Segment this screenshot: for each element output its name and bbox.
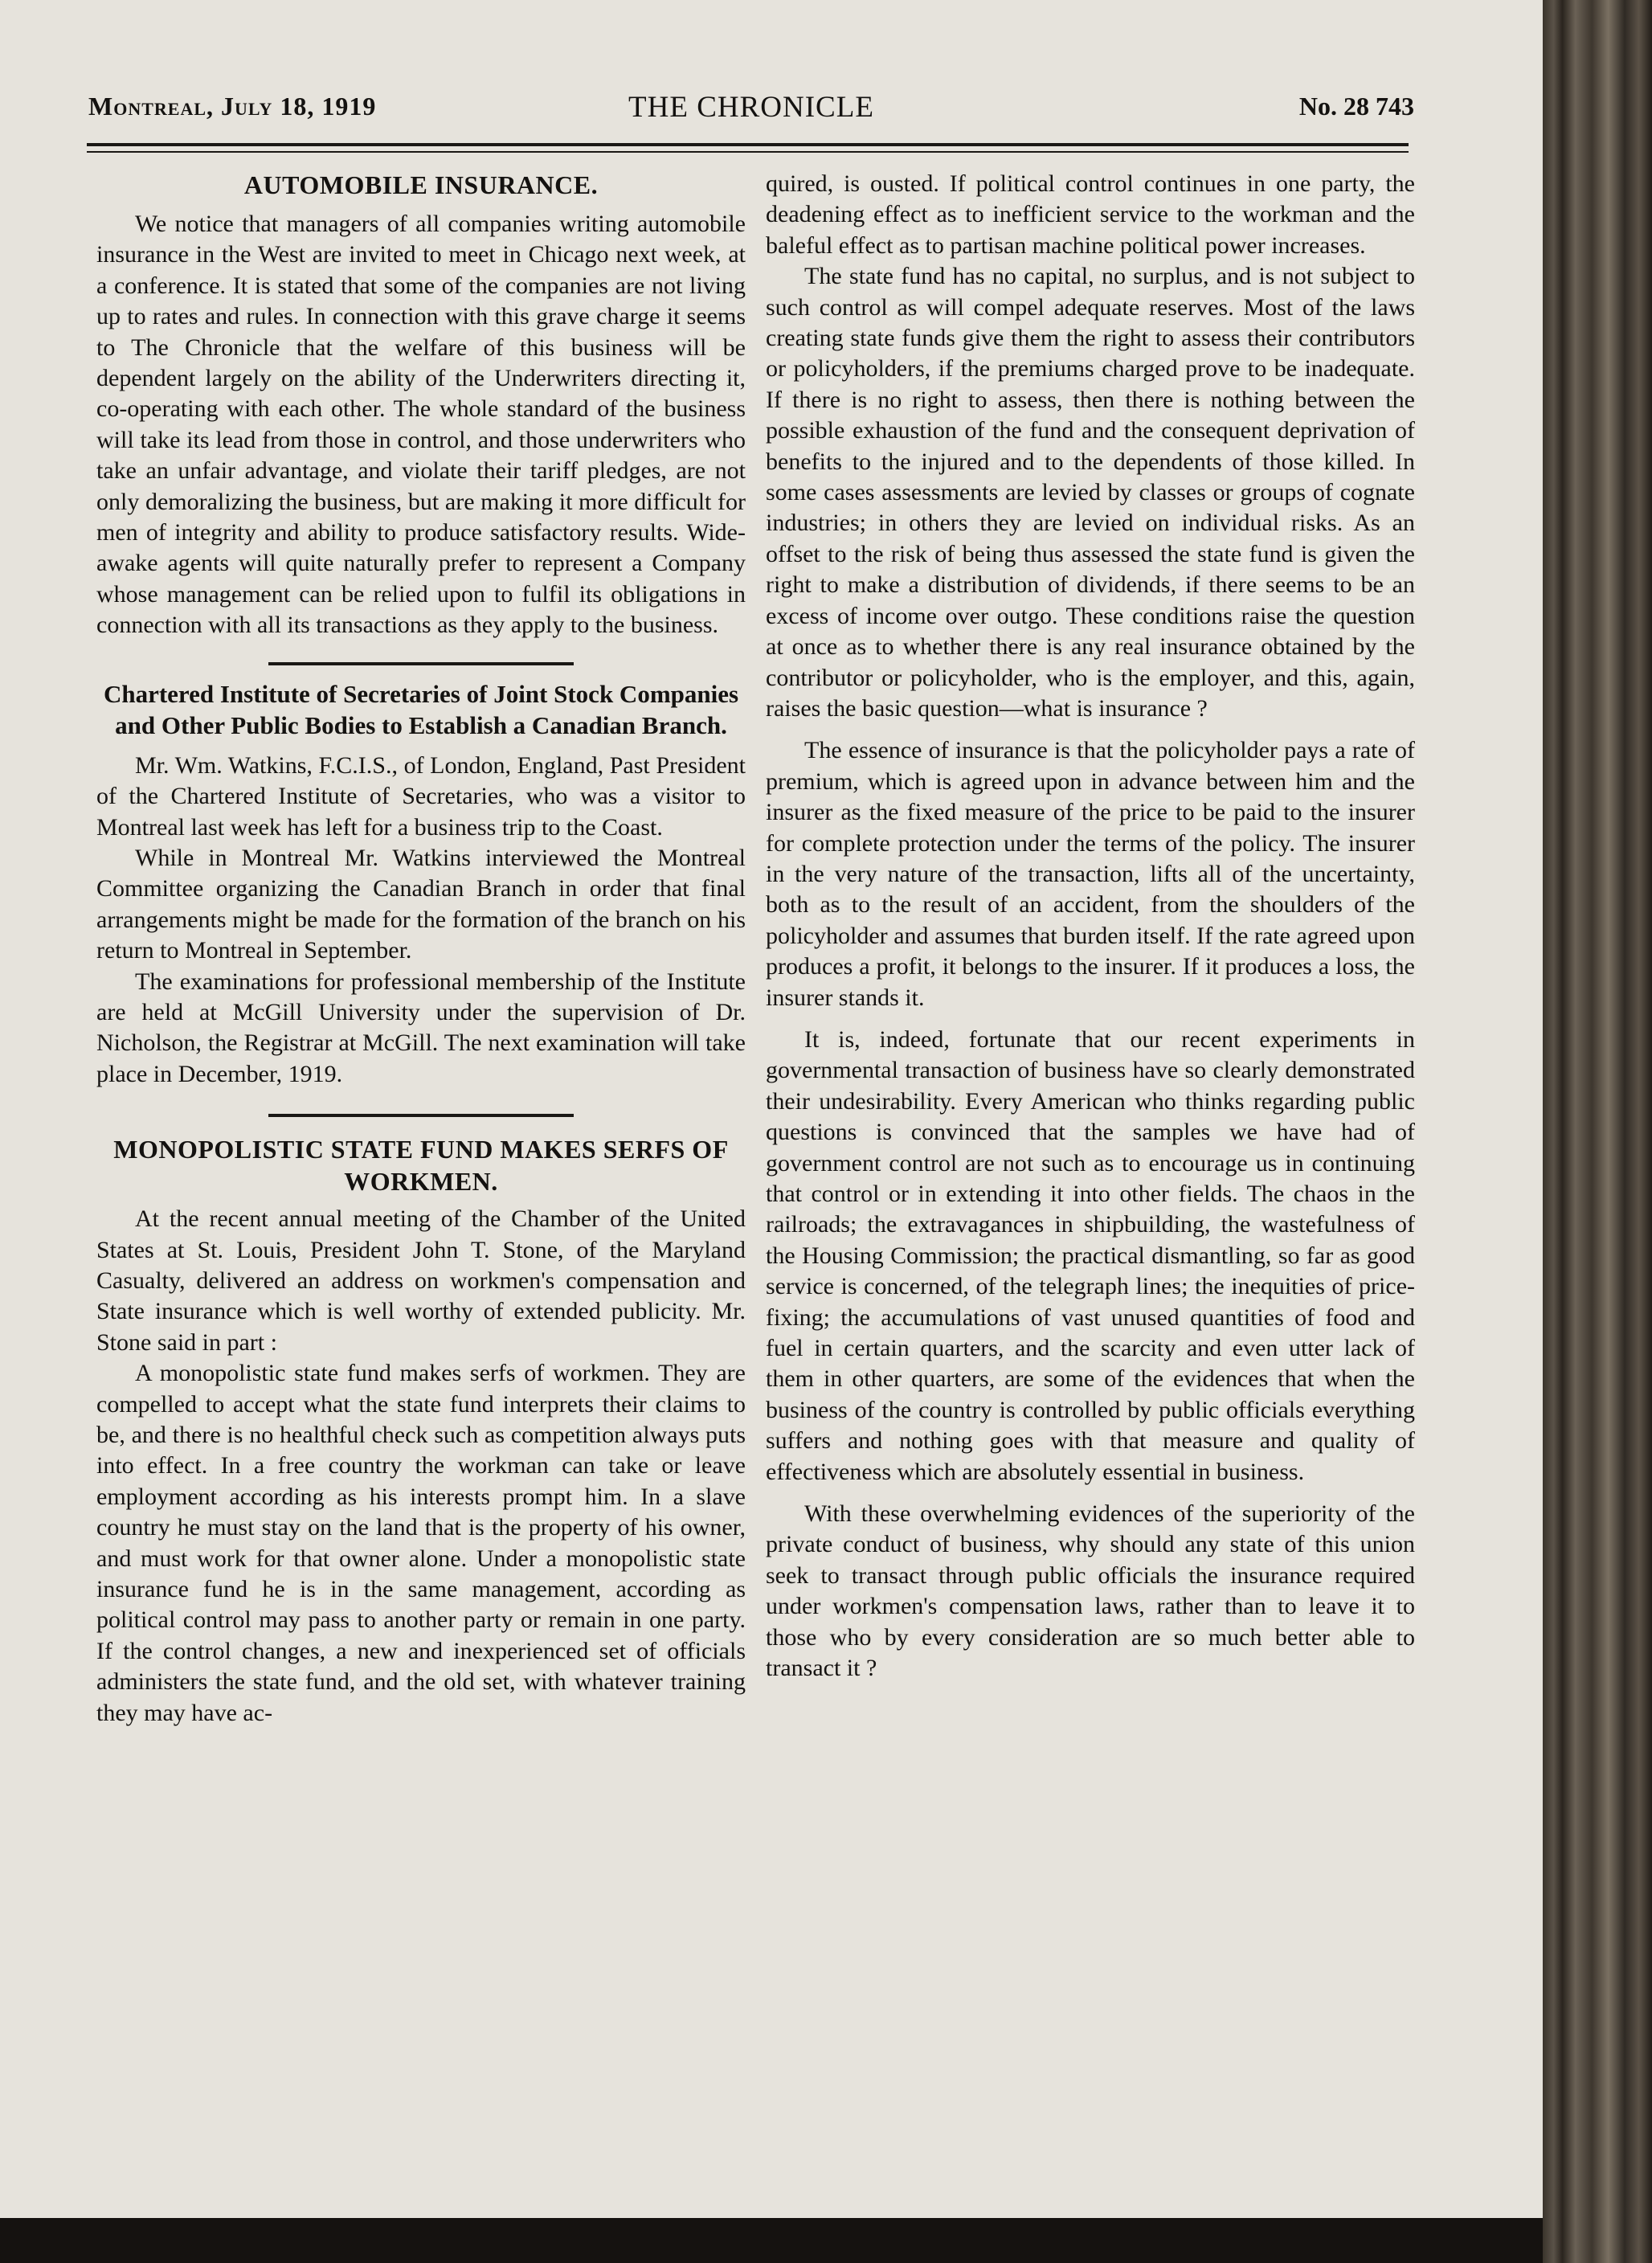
institute-paragraph: While in Montreal Mr. Watkins interviewed the Montreal Committee organizing the Canadian Branch in order that final arrangements might be made for the formation of the branch on his return to Montreal in September. bbox=[96, 844, 746, 964]
header-page-number: No. 28 743 bbox=[1298, 92, 1414, 121]
page-header bbox=[88, 87, 1414, 125]
paragraph-spacer bbox=[766, 1488, 1415, 1499]
paragraph-spacer bbox=[766, 1013, 1415, 1025]
paragraph-spacer bbox=[766, 724, 1415, 735]
state-fund-paragraph: The state fund has no capital, no surplus, and is not subject to such control as will compel adequate reserves. Most of the laws creating state funds give them the right to assess their contributors or policyholders, if the premiums charged prove to be inadequate. If there is no right to assess, then there is nothing between the possible exhaustion of the fund and the consequent deprivation of benefits to the injured and to the dependents of those killed. In some cases assessments are levied by classes or groups of cognate industries; in others they are levied on individual risks. As an offset to the risk of being thus assessed the state fund is given the right to make a distribution of dividends, if there seems to be an excess of income over outgo. These conditions raise the question at once as to whether there is any real insurance obtained by the contributor or policyholder, who is the employer, and this, again, raises the basic question—what is insurance ? bbox=[766, 263, 1415, 722]
essence-paragraph: The essence of insurance is that the policyholder pays a rate of premium, which is agreed upon in advance between him and the insurer as the fixed measure of the price to be paid to the insurer for complete protection under the terms of the policy. The insurer in the very nature of the transaction, lifts all of the uncertainty, both as to the result of an accident, from the shoulders of the policyholder and assumes that burden itself. If the rate agreed upon produces a profit, it belongs to the insurer. If it produces a loss, the insurer stands it. bbox=[766, 737, 1415, 1011]
section-divider bbox=[268, 662, 574, 665]
automobile-heading: AUTOMOBILE INSURANCE. bbox=[243, 170, 599, 199]
experiments-paragraph: It is, indeed, fortunate that our recent experiments in governmental transaction of business have so clearly demonstrated their undesirability. Every American who thinks regarding public questions is convinced that the samples we have had of government control are not such as to encourage us in continuing that control or in extending it into other fields. The chaos in the railroads; the extravagances in shipbuilding, the wastefulness of the Housing Commission; the practical dismantling, so far as good service is concerned, of the telegraph lines; the inequities of price-fixing; the accumulations of vast unused quantities of food and fuel in certain quarters, and the scarcity and even utter lack of them in other quarters, are some of the evidences that when the business of the country is controlled by public officials everything suffers and nothing goes with that measure and quality of effectiveness which are absolutely essential in business. bbox=[766, 1025, 1415, 1485]
page-bottom-shadow bbox=[0, 2218, 1543, 2263]
closing-paragraph: With these overwhelming evidences of the superiority of the private conduct of business, why should any state of this union seek to transact through public officials the insurance required under workmen's compensation laws, rather than to leave it to those who by every consideration are so much better able to transact it ? bbox=[766, 1500, 1415, 1682]
continued-paragraph: quired, is ousted. If political control continues in one party, the deadening effect as to inefficient service to the workman and the baleful effect as to partisan machine political power increases. bbox=[766, 170, 1415, 259]
institute-paragraph: Mr. Wm. Watkins, F.C.I.S., of London, England, Past President of the Chartered Institute of Secretaries, who was a visitor to Montreal last week has left for a business trip to the Coast. bbox=[96, 751, 746, 841]
automobile-paragraph: We notice that managers of all companies writing automobile insurance in the West are invited to meet in Chicago next week, at a conference. It is stated that some of the companies are not living up to rates and rules. In connection with this grave charge it seems to The Chronicle that the welfare of this business will be dependent largely on the ability of the Underwriters directing it, co-operating with each other. The whole standard of the business will take its lead from those in control, and those underwriters who take an unfair advantage, and violate their tariff pledges, are not only demoralizing the business, but are making it more difficult for men of integrity and ability to produce satisfactory results. Wide-awake agents will quite naturally prefer to represent a Company whose management can be relied upon to fulfil its obligations in connection with all its transactions as they apply to the business. bbox=[96, 211, 746, 639]
monopolistic-heading: MONOPOLISTIC STATE FUND MAKES SERFS OF WORKMEN. bbox=[113, 1135, 729, 1197]
right-column bbox=[766, 169, 1415, 1684]
institute-heading: Chartered Institute of Secretaries of Joint Stock Companies and Other Public Bodies to Establish a Canadian Branch. bbox=[103, 679, 739, 739]
monopolistic-paragraph: At the recent annual meeting of the Chamber of the United States at St. Louis, President John T. Stone, of the Maryland Casualty, delivered an address on workmen's compensation and State insurance which is well worthy of extended publicity. Mr. Stone said in part : bbox=[96, 1205, 746, 1356]
header-title: THE CHRONICLE bbox=[628, 91, 874, 124]
book-spine-edge bbox=[1543, 0, 1652, 2263]
left-column bbox=[96, 169, 746, 1729]
header-date: Montreal, July 18, 1919 bbox=[88, 92, 377, 121]
header-rule-thin bbox=[87, 151, 1409, 153]
institute-paragraph: The examinations for professional membership of the Institute are held at McGill University under the supervision of Dr. Nicholson, the Registrar at McGill. The next examination will take place in December, 1919. bbox=[96, 968, 746, 1087]
header-rule-thick bbox=[87, 143, 1409, 146]
section-divider bbox=[268, 1114, 574, 1117]
monopolistic-paragraph: A monopolistic state fund makes serfs of workmen. They are compelled to accept what the state fund interprets their claims to be, and there is no healthful check such as competition always puts into effect. In a free country the workman can take or leave employment according as his interests prompt him. In a slave country he must stay on the land that is the property of his owner, and must work for that owner alone. Under a monopolistic state insurance fund he is in the same management, according as political control may pass to another party or remain in one party. If the control changes, a new and inexperienced set of officials administers the state fund, and the old set, with whatever training they may have ac- bbox=[96, 1360, 746, 1726]
